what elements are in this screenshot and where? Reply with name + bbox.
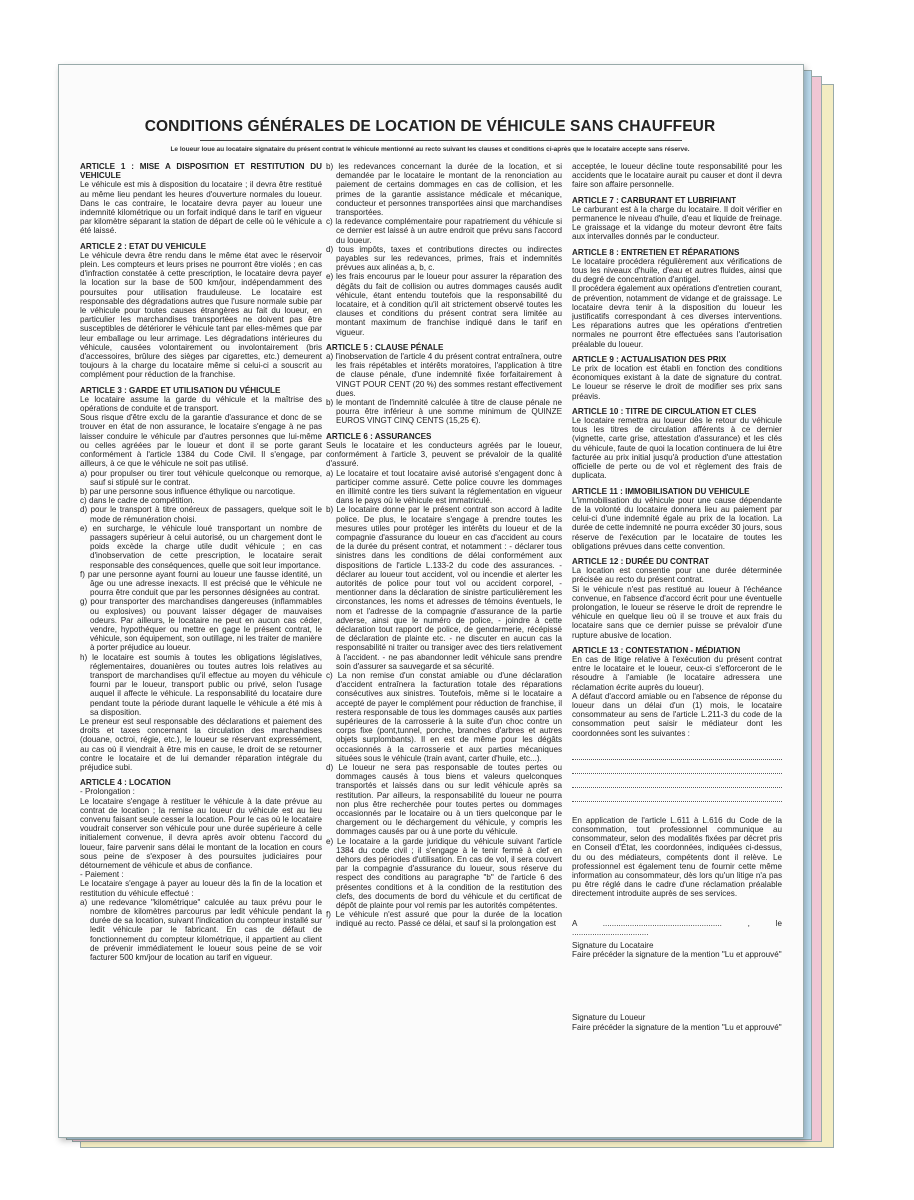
- article-paragraph: Le locataire assume la garde du véhicule et la maîtrise des opérations de conduite et de transport.: [80, 394, 322, 414]
- article-list-item: d) pour le transport à titre onéreux de passagers, quelque soit le mode de rémunération choisi.: [80, 505, 322, 524]
- article-heading: ARTICLE 3 : GARDE ET UTILISATION DU VÉHICULE: [80, 385, 281, 395]
- article-paragraph: Sous risque d'être exclu de la garantie d'assurance et donc de se trouver en état de non assurance, le locataire s'engage à ne pas laisser conduire le véhicule par d'autres personnes que lui-même ou celles agréées par le loueur et dont il se porte garant conformément à l'article 1384 du Code Civil. Il s'engage, par ailleurs, à ce que le véhicule ne soit pas utilisé.: [80, 413, 322, 469]
- article-paragraph: L'immobilisation du véhicule pour une cause dépendante de la volonté du locataire donnera lieu au paiement par celui-ci d'une indemnité égale au prix de la location. La durée de cette indemnité ne pourra excéder 30 jours, sous réserve de l'exécution par le locataire de toutes les obligations prévues dans cette convention.: [572, 495, 782, 551]
- signature-area: [572, 919, 782, 1072]
- article-paragraph: Seuls le locataire et les conducteurs agréés par le loueur, conformément à l'article 3, peuvent se prévaloir de la qualité d'assuré.: [326, 440, 562, 469]
- article-list-item: e) les frais encourus par le loueur pour assurer la réparation des dégâts du fait de collision ou autres dommages causés audit véhicule, étant entendu toutefois que la responsabilité du locataire, et à condition qu'il ait strictement observé toutes les clauses et conditions du présent contrat sera limitée au montant maximum de franchise indiqué dans le tarif en vigueur.: [326, 272, 562, 337]
- article-paragraph: Le véhicule est mis à disposition du locataire ; il devra être restitué au même lieu pendant les heures d'ouverture normales du loueur. Dans le cas contraire, le locataire devra payer au loueur une indemnité kilométrique ou un forfait indiqué dans le tarif en vigueur par kilomètre séparant la station de départ de celle où le véhicule a été laissé.: [80, 180, 322, 236]
- article: [572, 196, 782, 242]
- article: [326, 162, 562, 337]
- article: [326, 432, 562, 929]
- signature-loueur-space[interactable]: [572, 1032, 782, 1072]
- article-list-item: b) les redevances concernant la durée de la location, et si demandée par le locataire le montant de la renonciation au paiement de certains dommages en cas de collision, et les primes de la garantie assistance médicale et mécanique, conducteur et personnes transportées ainsi que marchandises transportées.: [326, 162, 562, 218]
- article-paragraph: - Paiement :: [80, 870, 124, 880]
- article-paragraph: Le preneur est seul responsable des déclarations et paiement des droits et taxes concernant la circulation des marchandises (douane, octroi, régie, etc.), le loueur se réservant expressément, au cas où il viendrait à être mis en cause, le droit de se retourner contre le locataire et de lui demander réparation intégrale du préjudice subi.: [80, 716, 322, 772]
- document-subtitle: Le loueur loue au locataire signataire du présent contrat le véhicule mentionné au recto suivant les clauses et conditions ci-après que le locataire accepte sans réserve.: [170, 146, 690, 153]
- article-list-item: b) par une personne sous influence éthylique ou narcotique.: [80, 486, 296, 496]
- article-heading: ARTICLE 11 : IMMOBILISATION DU VEHICULE: [572, 486, 750, 496]
- article-heading: ARTICLE 13 : CONTESTATION - MÉDIATION: [572, 645, 741, 655]
- article-paragraph: Le locataire procédera régulièrement aux vérifications de tous les niveaux d'huile, d'eau et autres fluides, ainsi que du degré de concentration d'antigel.: [572, 256, 782, 285]
- article-list-item: e) Le locataire a la garde juridique du véhicule suivant l'article 1384 du code civil ; il s'engage à le tenir fermé à clef en dehors des périodes d'utilisation. En cas de vol, il sera couvert par la compagnie d'assurance du loueur, sous réserve du respect des conditions au paragraphe "b" de l'article 6 des présentes conditions et à la condition de la restitution des clefs, des documents de bord du véhicule et du certificat de dépôt de plainte pour vol remis par les autorités compétentes.: [326, 836, 562, 911]
- title-rule: [200, 140, 682, 141]
- article-paragraph: Le prix de location est établi en fonction des conditions économiques existant à la date de signature du contrat. Le loueur se réserve le droit de modifier ses prix sans préavis.: [572, 364, 782, 401]
- article-paragraph: Le locataire s'engage à payer au loueur dès la fin de la location et restitution du véhicule effectué :: [80, 879, 322, 898]
- article-heading: ARTICLE 10 : TITRE DE CIRCULATION ET CLES: [572, 406, 757, 416]
- article-heading: ARTICLE 5 : CLAUSE PÉNALE: [326, 342, 444, 352]
- article-heading: ARTICLE 6 : ASSURANCES: [326, 431, 432, 441]
- mediator-line[interactable]: [572, 746, 782, 760]
- article-paragraph: La location est consentie pour une durée déterminée précisée au recto du présent contrat.: [572, 566, 782, 585]
- article-list-item: a) une redevance "kilométrique" calculée au taux prévu pour le nombre de kilomètres parcourus par ledit véhicule pendant la durée de sa location, suivant l'indication du compteur installé sur ledit véhicule par le fabricant. En cas de défaut de fonctionnement du compteur kilométrique, il appartient au client de prévenir immédiatement le loueur sous peine de se voir facturer 500 km/jour de location au tarif en vigueur.: [80, 897, 322, 963]
- article: [572, 162, 782, 190]
- article: [572, 487, 782, 551]
- article-paragraph: acceptée, le loueur décline toute responsabilité pour les accidents que le locataire aurait pu causer et dont il devra faire son affaire personnelle.: [572, 162, 782, 190]
- article: [572, 407, 782, 481]
- article-heading: ARTICLE 1 : MISE A DISPOSITION ET RESTITUTION DU VEHICULE: [80, 162, 322, 181]
- place-date-field[interactable]: A ..................................................... , le ..................................: [572, 918, 782, 937]
- article: [572, 248, 782, 349]
- article-paragraph: A défaut d'accord amiable ou en l'absence de réponse du loueur dans un délai d'un (1) mois, le locataire consommateur au sens de l'article L.211-3 du code de la consommation peut saisir le médiateur dont les coordonnées sont les suivantes :: [572, 691, 782, 738]
- article-list-item: f) Le véhicule n'est assuré que pour la durée de la location indiqué au recto. Passé ce délai, et sauf si la prolongation est: [326, 910, 562, 929]
- signature-loueur-label: Signature du Loueur: [572, 1013, 646, 1023]
- signature-locataire-space[interactable]: [572, 959, 782, 1013]
- article: [80, 778, 322, 962]
- article-heading: ARTICLE 8 : ENTRETIEN ET RÉPARATIONS: [572, 247, 740, 257]
- signature-loueur-note: Faire précéder la signature de la mention "Lu et approuvé": [572, 1022, 782, 1032]
- article-paragraph: Le locataire remettra au loueur dès le retour du véhicule tous les titres de circulation afférents à ce dernier (vignette, carte grise, attestation d'assurance) et les clés du véhicule, faute de quoi la location continuera de lui être facturée au prix initial jusqu'à production d'une attestation officielle de perte ou de vol et règlement des frais de duplicata.: [572, 416, 782, 481]
- mediator-lines: [572, 746, 782, 802]
- article: [572, 355, 782, 401]
- column-right: [572, 162, 782, 1132]
- signature-locataire-label: Signature du Locataire: [572, 941, 654, 951]
- article-paragraph: Si le véhicule n'est pas restitué au loueur à l'échéance convenue, en l'absence d'accord écrit pour une éventuelle prolongation, le loueur se réserve le droit de reprendre le véhicule en quelque lieu où il se trouve et aux frais du locataire sans que ce dernier puisse se prévaloir d'une rupture abusive de location.: [572, 584, 782, 640]
- signature-locataire-note: Faire précéder la signature de la mention "Lu et approuvé": [572, 950, 782, 960]
- mediator-line[interactable]: [572, 788, 782, 802]
- article-list-item: g) pour transporter des marchandises dangereuses (inflammables ou explosives) ou pouvant laisser dégager de mauvaises odeurs. Par ailleurs, le locataire ne peut en aucun cas céder, vendre, hypothéquer ou mettre en gage le présent contrat, le véhicule, son équipement, son outillage, ni les traiter de manière à porter préjudice au loueur.: [80, 597, 322, 653]
- article-list-item: c) la redevance complémentaire pour rapatriement du véhicule si ce dernier est laissé à un autre endroit que prévu sans l'accord du loueur.: [326, 217, 562, 245]
- article: [80, 242, 322, 380]
- article: [572, 646, 782, 738]
- mediator-line[interactable]: [572, 774, 782, 788]
- article-list-item: h) le locataire est soumis à toutes les obligations législatives, réglementaires, douanières ou toutes autres lois relatives au transport de marchandises qu'il effectue au moyen du véhicule fourni par le loueur, transport public ou privé, selon l'usage auquel il affecte le véhicule. La responsabilité du locataire dure pendant toute la période durant laquelle le véhicule a été mis à sa disposition.: [80, 652, 322, 717]
- column-right-articles: [572, 162, 782, 738]
- article-list-item: b) Le locataire donne par le présent contrat son accord à ladite police. De plus, le locataire s'engage à prendre toutes les mesures utiles pour protéger les intérêts du loueur et de la compagnie d'assurance du loueur en cas d'accident au cours de la durée du présent contrat, et notamment : - déclarer tous sinistres dans les conditions de délai conformément aux dispositions de l'article L.133-2 du code des assurances. - déclarer au loueur tout accident, vol ou incendie et alerter les autorités de police pour tout vol ou accident corporel, - mentionner dans la déclaration de sinistre particulièrement les circonstances, les noms et adresses de témoins éventuels, le nom et l'adresse de la compagnie d'assurance de la partie adverse, ainsi que le numéro de police, - joindre à cette déclaration tout rapport de police, de gendarmerie, récépissé de déclaration de plainte etc. - ne discuter en aucun cas la responsabilité ni traiter ou transiger avec des tiers relativement à l'accident. - ne pas abandonner ledit véhicule sans prendre soin d'assurer sa sauvegarde et sa sécurité.: [326, 505, 562, 671]
- article-paragraph: Il procédera également aux opérations d'entretien courant, de prévention, notamment de vidange et de graissage. Le locataire devra tenir à la disposition du loueur les justificatifs correspondant à ces diverses interventions. Les réparations autres que les opérations d'entretien normales ne pourront être effectuées sans l'autorisation préalable du loueur.: [572, 284, 782, 349]
- article-heading: ARTICLE 7 : CARBURANT ET LUBRIFIANT: [572, 195, 737, 205]
- article-heading: ARTICLE 9 : ACTUALISATION DES PRIX: [572, 354, 727, 364]
- article-heading: ARTICLE 2 : ETAT DU VEHICULE: [80, 241, 207, 251]
- article: [572, 557, 782, 640]
- article-list-item: b) le montant de l'indemnité calculée à titre de clause pénale ne pourra être inférieur à une somme minimum de QUINZE EUROS VINGT CINQ CENTS (15,25 €).: [326, 398, 562, 426]
- article-list-item: f) par une personne ayant fourni au loueur une fausse identité, un âge ou une adresse inexacts. Il est précisé que le véhicule ne pourra être conduit que par les personnes désignées au contrat.: [80, 569, 322, 598]
- article-paragraph: Le véhicule devra être rendu dans le même état avec le réservoir plein. Les compteurs et leurs prises ne pourront être violés ; en cas d'infraction constatée à cette prescription, le locataire devra payer la location sur la base de 500 km/jour, indépendamment des poursuites pour utilisation frauduleuse. Le locataire est responsable des dégradations autres que l'usure normale subie par le véhicule pour toutes causes étrangères au fait du loueur, en particulier les marchandises transportées ne doivent pas être susceptibles de détériorer le véhicule tant par elles-mêmes que par leur emballage ou leur arrimage. Les dégradations intérieures du véhicule, causées volontairement ou involontairement (bris d'accessoires, brûlure des sièges par cigarettes, etc.) demeurent toujours à la charge du locataire même si celui-ci a souscrit au complément pour réduction de la franchise.: [80, 250, 322, 380]
- column-middle: [326, 162, 562, 1132]
- article-paragraph: En cas de litige relative à l'exécution du présent contrat entre le locataire et le loueur, ceux-ci s'efforceront de le résoudre à l'amiable (le locataire adressera une réclamation écrite auprès du loueur).: [572, 654, 782, 692]
- document-title: CONDITIONS GÉNÉRALES DE LOCATION DE VÉHICULE SANS CHAUFFEUR: [144, 118, 716, 135]
- article-list-item: a) Le locataire et tout locataire avisé autorisé s'engagent donc à participer comme assuré. Cette police couvre les dommages en illimité contre les tiers suivant la réglementation en vigueur dans le pays où le véhicule est immatriculé.: [326, 468, 562, 506]
- article-heading: ARTICLE 12 : DURÉE DU CONTRAT: [572, 556, 709, 566]
- article-list-item: d) tous impôts, taxes et contributions directes ou indirectes payables sur les redevances, primes, frais et indemnités prévues aux alinéas a, b, c.: [326, 244, 562, 273]
- article-list-item: c) La non remise d'un constat amiable ou d'une déclaration d'accident entraînera la facturation totale des réparations consécutives aux sinistres. Toutefois, même si le locataire a accepté de payer le complément pour réduction de franchise, il restera responsable de tous les dommages causés aux parties supérieures de la carrosserie à la suite d'un choc contre un corps fixe (pont,tunnel, porche, branches d'arbres et autres objets surplombants). Il en est de même pour les dégâts occasionnés à la carrosserie et aux parties mécaniques situées sous le véhicule (train avant, carter d'huile, etc...).: [326, 670, 562, 763]
- article: [80, 386, 322, 773]
- article-list-item: a) pour propulser ou tirer tout véhicule quelconque ou remorque, sauf si stipulé sur le contrat.: [80, 468, 322, 487]
- article-paragraph: - Prolongation :: [80, 787, 135, 797]
- article-heading: ARTICLE 4 : LOCATION: [80, 778, 171, 788]
- article-list-item: d) Le loueur ne sera pas responsable de toutes pertes ou dommages causés à tous biens et valeurs quelconques transportés et laissés dans ou sur ledit véhicule après sa restitution. Par ailleurs, la responsabilité du loueur ne pourra non plus être recherchée pour toutes pertes ou dommages occasionnés par le locataire ou à un tiers quelconque par le chargement ou le déchargement du véhicule, y compris les dommages causés par ou à une porte du véhicule.: [326, 763, 562, 837]
- article-list-item: e) en surcharge, le véhicule loué transportant un nombre de passagers supérieur à celui autorisé, ou un chargement dont le poids excède la charge utile dudit véhicule ; en cas d'inobservation de cette prescription, le locataire serait responsable des conséquences, quelle que soit leur importance.: [80, 523, 322, 570]
- article-paragraph: Le locataire s'engage à restituer le véhicule à la date prévue au contrat de location ; la remise au loueur du véhicule est au lieu convenu faisant seule cesser la location. Pour le cas où le locataire voudrait conserver son véhicule pour une durée supérieure à celle initialement convenue, il devra après avoir obtenu l'accord du loueur, faire parvenir sans délai le montant de la location en cours sous peine de s'exposer à des poursuites judiciaires pour détournement de véhicule et abus de confiance.: [80, 796, 322, 871]
- mediator-line[interactable]: [572, 760, 782, 774]
- column-left: [80, 162, 322, 1132]
- article-paragraph: Le carburant est à la charge du locataire. Il doit vérifier en permanence le niveau d'huile, d'eau et liquide de freinage. Le graissage et la vidange du moteur devront être faits aux intervalles donnés par le conducteur.: [572, 204, 782, 242]
- article-list-item: c) dans le cadre de compétition.: [80, 496, 195, 506]
- mediation-paragraph: En application de l'article L.611 à L.616 du Code de la consommation, tout professionnel communique au consommateur, selon des modalités fixées par décret pris en Conseil d'État, les coordonnées, indiquées ci-dessus, du ou des médiateurs, compétents dont il relève. Le professionnel est également tenu de fournir cette même information au consommateur, dès lors qu'un litige n'a pas pu être réglé dans le cadre d'une réclamation préalable directement introduite auprès de ses services.: [572, 815, 782, 899]
- article: [80, 162, 322, 236]
- article: [326, 343, 562, 426]
- article-list-item: a) l'inobservation de l'article 4 du présent contrat entraînera, outre les frais répétables et intérêts moratoires, l'application à titre de clause pénale, d'une indemnité fixée forfaitairement à VINGT POUR CENT (20 %) des sommes restant effectivement dues.: [326, 352, 562, 398]
